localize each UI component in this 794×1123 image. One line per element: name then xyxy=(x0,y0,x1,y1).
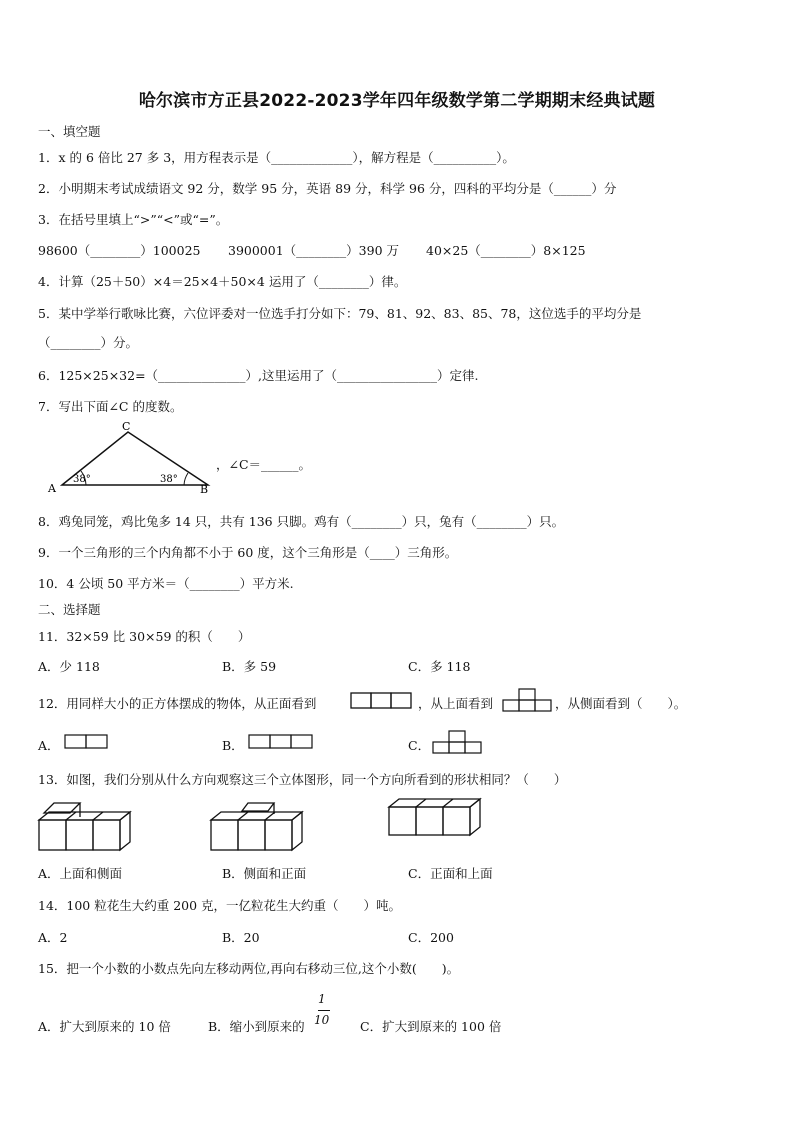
question-3a: 98600（________）100025 xyxy=(38,243,201,258)
question-1: 1．x 的 6 倍比 27 多 3，用方程表示是（_____________），解方程是（__________）。 xyxy=(38,150,515,165)
q12-option-a-figure xyxy=(64,734,110,750)
question-12-suffix: ，从侧面看到（ ）。 xyxy=(555,696,687,711)
q11-option-c: C．多 118 xyxy=(408,659,471,674)
q14-option-c: C．200 xyxy=(408,930,454,945)
q15-option-a: A．扩大到原来的 10 倍 xyxy=(38,1019,171,1034)
question-8: 8．鸡兔同笼，鸡比兔多 14 只，共有 136 只脚。鸡有（________）只，兔有（________）只。 xyxy=(38,514,565,529)
q12-option-c-figure xyxy=(432,730,486,754)
solid-figure-2 xyxy=(210,800,306,854)
question-7: 7．写出下面∠C 的度数。 xyxy=(38,399,183,414)
q15-option-b: B．缩小到原来的 xyxy=(208,1019,305,1034)
fraction-bar xyxy=(318,1010,330,1011)
vertex-b-label: B xyxy=(200,483,209,496)
fraction-denominator: 10 xyxy=(314,1013,330,1027)
question-10: 10．4 公顷 50 平方米＝（________）平方米. xyxy=(38,576,294,591)
q12-option-a: A． xyxy=(38,738,60,753)
question-4: 4．计算（25＋50）×4＝25×4＋50×4 运用了（________）律。 xyxy=(38,274,407,289)
section-choice-heading: 二、选择题 xyxy=(38,602,101,617)
q12-option-b: B． xyxy=(222,738,244,753)
vertex-a-label: A xyxy=(48,482,56,495)
question-6: 6．125×25×32=（______________）,这里运用了（________________）定律. xyxy=(38,368,479,383)
question-5-line1: 5．某中学举行歌咏比赛，六位评委对一位选手打分如下：79、81、92、83、85、78，这位选手的平均分是 xyxy=(38,306,642,321)
q14-option-b: B．20 xyxy=(222,930,260,945)
q13-option-a: A．上面和侧面 xyxy=(38,866,123,881)
question-5-line2: （________）分。 xyxy=(38,335,139,350)
question-13: 13．如图，我们分别从什么方向观察这三个立体图形，同一个方向所看到的形状相同？（ ） xyxy=(38,772,567,787)
question-3: 3．在括号里填上“>”“<”或“=”。 xyxy=(38,212,229,227)
vertex-c-label: C xyxy=(122,420,131,433)
q14-option-a: A．2 xyxy=(38,930,68,945)
q13-option-b: B．侧面和正面 xyxy=(222,866,307,881)
question-2: 2．小明期末考试成绩语文 92 分，数学 95 分，英语 89 分，科学 96 分，四科的平均分是（______）分 xyxy=(38,181,617,196)
angle-a-label: 38° xyxy=(73,474,91,485)
fraction-numerator: 1 xyxy=(318,992,326,1006)
question-12-mid: ，从上面看到 xyxy=(418,696,494,711)
solid-figure-1 xyxy=(38,800,134,854)
question-7-answer: ，∠C＝______。 xyxy=(216,457,312,472)
front-view-figure xyxy=(350,692,414,709)
question-11: 11．32×59 比 30×59 的积（ ） xyxy=(38,629,251,644)
question-3b: 3900001（________）390 万 xyxy=(228,243,400,258)
question-12-prefix: 12．用同样大小的正方体摆成的物体，从正面看到 xyxy=(38,696,317,711)
question-15: 15．把一个小数的小数点先向左移动两位,再向右移动三位,这个小数( )。 xyxy=(38,961,460,976)
solid-figure-3 xyxy=(388,798,484,840)
angle-b-label: 38° xyxy=(160,474,178,485)
q12-option-c: C． xyxy=(408,738,431,753)
q15-option-c: C．扩大到原来的 100 倍 xyxy=(360,1019,502,1034)
question-14: 14．100 粒花生大约重 200 克，一亿粒花生大约重（ ）吨。 xyxy=(38,898,402,913)
page-title: 哈尔滨市方正县2022-2023学年四年级数学第二学期期末经典试题 xyxy=(138,91,656,111)
q11-option-b: B．多 59 xyxy=(222,659,277,674)
q12-option-b-figure xyxy=(248,734,316,750)
q13-option-c: C．正面和上面 xyxy=(408,866,493,881)
top-view-figure xyxy=(503,688,553,712)
question-3c: 40×25（________）8×125 xyxy=(426,243,586,258)
section-fill-in-heading: 一、填空题 xyxy=(38,124,101,139)
question-9: 9．一个三角形的三个内角都不小于 60 度，这个三角形是（____）三角形。 xyxy=(38,545,458,560)
triangle-figure xyxy=(40,422,220,496)
q11-option-a: A．少 118 xyxy=(38,659,100,674)
